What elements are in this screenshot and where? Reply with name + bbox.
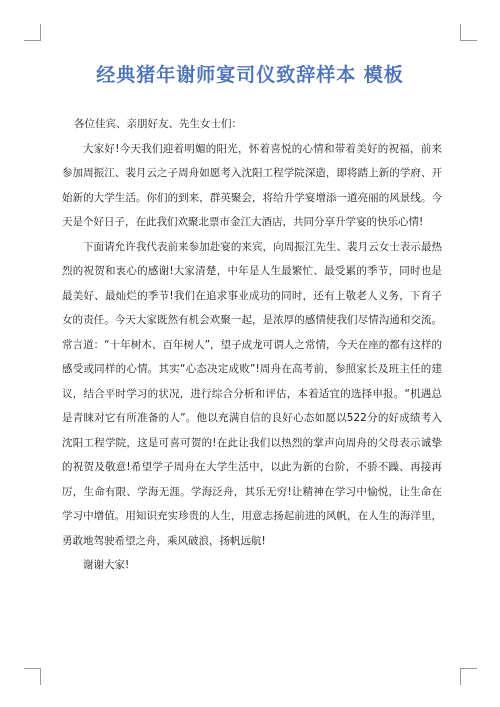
corner-mark-bottom-left — [24, 668, 41, 685]
salutation: 各位佳宾、亲朋好友、先生女士们： — [74, 118, 242, 130]
document-title: 经典猪年谢师宴司仪致辞样本 模板 — [96, 64, 404, 86]
corner-mark-top-right — [460, 24, 477, 41]
paragraph-congratulations: 下面请允许我代表前来参加赴宴的来宾，向周振江先生、裴月云女士表示最热烈的祝贺和衷心的感谢!大家清楚，中年是人生最繁忙、最受累的季节，同时也是最美好、最灿烂的季节!我们在追求事业成功的同时，还有上敬老人义务，下育子女的责任。今天大家既然有机会欢聚一起，是浓厚的感情使我们尽情沟通和交流。常言道：“十年树木、百年树人”，望子成龙可谓人之常情，今天在座的都有这样的感受或同样的心情。其实“心态决定成败”!周舟在高考前，参照家长及班主任的建议，结合平时学习的状况，进行综合分析和评估，本着适宜的选择申报。“机遇总是青睐对它有所准备的人”。他以充满自信的良好心态如愿以522分的好成绩考入沈阳工程学院，这是可喜可贺的!在此让我们以热烈的掌声向周舟的父母表示诚挚的祝贺及敬意!希望学子周舟在大学生活中，以此为新的台阶，不骄不躁、再接再厉，生命有限、学海无涯。学海泛舟，其乐无穷!让精神在学习中愉悦，让生命在学习中增值。用知识充实珍贵的人生，用意志扬起前进的风帆，在人生的海洋里，勇敢地驾驶希望之舟，乘风破浪，扬帆远航! — [62, 240, 442, 547]
corner-mark-bottom-right — [460, 668, 477, 685]
paragraph-greeting: 大家好!今天我们迎着明媚的阳光，怀着喜悦的心情和带着美好的祝福，前来参加周振江、裴月云之子周舟如愿考入沈阳工程学院深造，即将踏上新的学府、开始新的大学生活。你们的到来，群英聚会，将给升学宴增添一道亮丽的风景线。今天是个好日子，在此我们欢聚北票市金江大酒店，共同分享升学宴的快乐心情! — [62, 142, 442, 228]
document-body — [62, 112, 442, 578]
corner-mark-top-left — [24, 24, 41, 41]
closing-thanks: 谢谢大家! — [83, 559, 130, 571]
